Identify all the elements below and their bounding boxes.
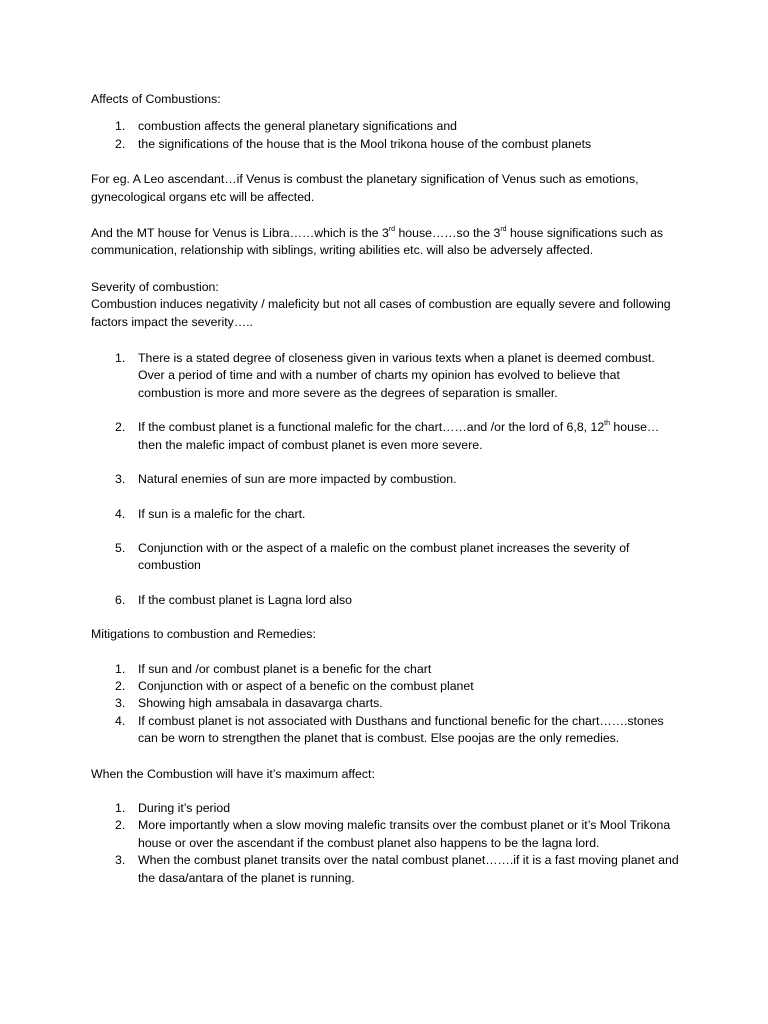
list-item: 2. Conjunction with or aspect of a benefic on the combust planet — [115, 678, 474, 693]
document-page — [91, 91, 681, 887]
heading-affects: Affects of Combustions: — [91, 92, 221, 106]
list-item: 2. If the combust planet is a functional malefic for the chart……and /or the lord of 6,8, 12th house…then the malefic impact of combust planet is even more severe. — [115, 420, 660, 452]
affects-list — [91, 118, 681, 153]
list-item: 3. Natural enemies of sun are more impacted by combustion. — [115, 472, 457, 487]
list-item: 3. Showing high amsabala in dasavarga charts. — [115, 696, 383, 711]
severity-heading: Severity of combustion: — [91, 279, 219, 294]
maximum-affect-list — [91, 800, 681, 887]
list-item: 6. If the combust planet is Lagna lord also — [115, 592, 352, 607]
list-item: 4. If sun is a malefic for the chart. — [115, 506, 306, 521]
list-item: 1. If sun and /or combust planet is a benefic for the chart — [115, 661, 432, 676]
list-item: 5. Conjunction with or the aspect of a malefic on the combust planet increases the severity of combustion — [115, 540, 630, 573]
list-item: 1. During it’s period — [115, 800, 231, 815]
example-paragraph: For eg. A Leo ascendant…if Venus is combust the planetary signification of Venus such as emotions, gynecological organs etc will be affected. — [91, 172, 639, 204]
maximum-affect-heading: When the Combustion will have it’s maximum affect: — [91, 766, 375, 781]
list-item: 2. the significations of the house that is the Mool trikona house of the combust planets — [115, 136, 592, 151]
list-item: 1. combustion affects the general planetary significations and — [115, 119, 458, 134]
mt-house-paragraph: And the MT house for Venus is Libra……which is the 3rd house……so the 3rd house significations such as communication, relationship with siblings, writing abilities etc. will also be adversely affected. — [91, 226, 664, 258]
mitigations-heading: Mitigations to combustion and Remedies: — [91, 627, 316, 642]
severity-intro: Combustion induces negativity / maleficity but not all cases of combustion are equally severe and following factors impact the severity….. — [91, 297, 671, 329]
list-item: 4. If combust planet is not associated with Dusthans and functional benefic for the chart…….stones can be worn to strengthen the planet that is combust. Else poojas are the only remedies. — [115, 713, 664, 746]
severity-list — [91, 350, 681, 609]
list-item: 2. More importantly when a slow moving malefic transits over the combust planet or it’s Mool Trikona house or over the ascendant if the combust planet also happens to be the lagna lord. — [115, 818, 671, 850]
list-item: 3. When the combust planet transits over the natal combust planet…….if it is a fast moving planet and the dasa/antara of the planet is running. — [115, 853, 679, 885]
list-item: 1. There is a stated degree of closeness given in various texts when a planet is deemed combust. Over a period of time and with a number of charts my opinion has evolved to believe that combustion is more and more severe as the degrees of separation is smaller. — [115, 351, 655, 400]
mitigations-list — [91, 661, 681, 748]
